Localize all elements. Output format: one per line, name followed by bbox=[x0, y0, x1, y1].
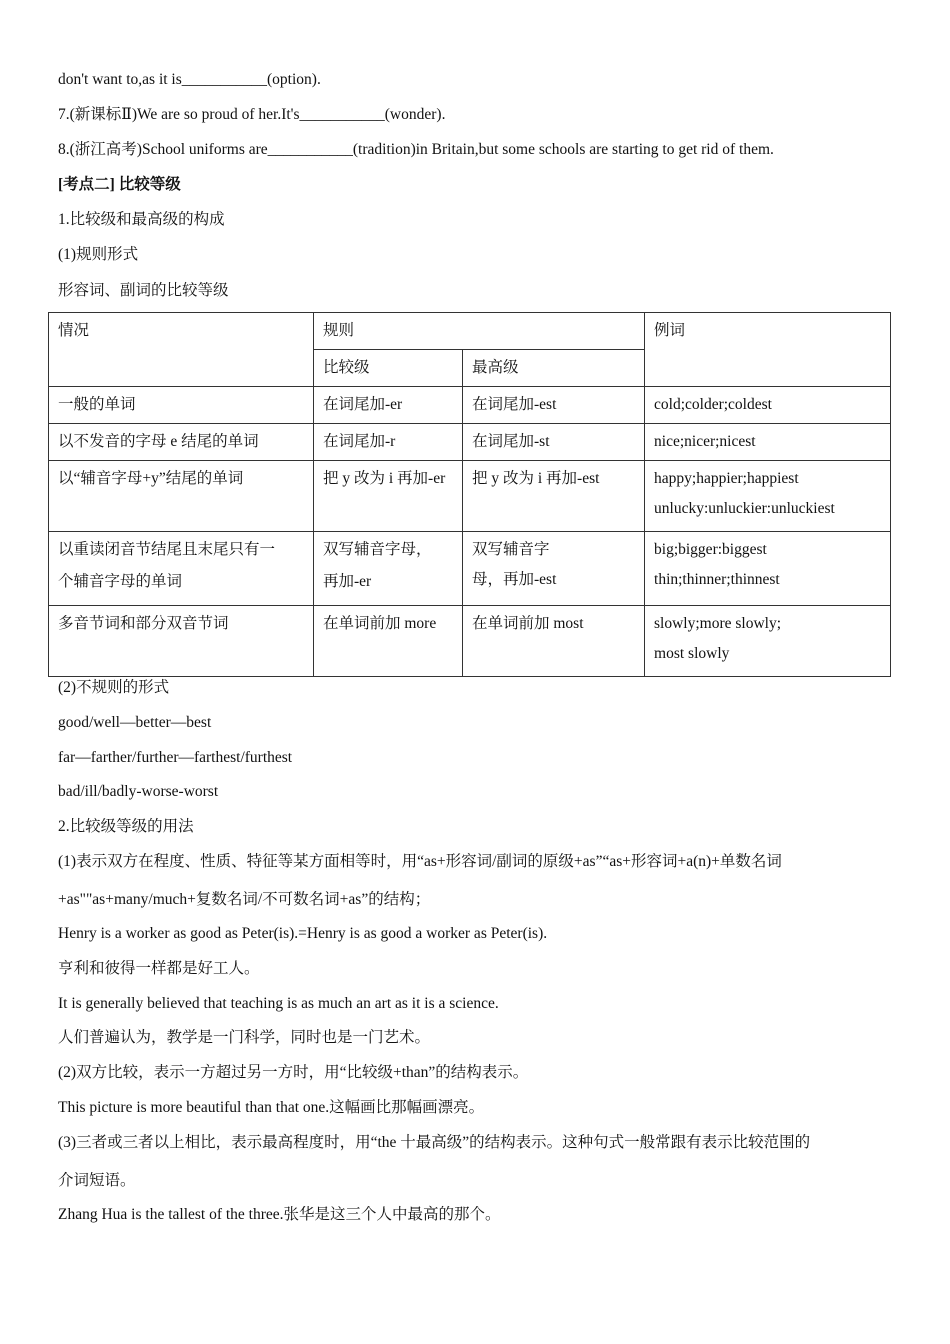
header-example: 例词 bbox=[645, 313, 891, 387]
rule-3-line: (3)三者或三者以上相比，表示最高程度时，用“the 十最高级”的结构表示。这种句式一般常跟有表示比较范围的 bbox=[58, 1134, 811, 1151]
table-row bbox=[49, 424, 891, 461]
header-rule: 规则 bbox=[314, 313, 645, 350]
cell-comparative: 在单词前加 more bbox=[314, 606, 463, 677]
cell-superlative: 在词尾加-st bbox=[463, 424, 645, 461]
situation-line: 以重读闭音节结尾且末尾只有一 bbox=[58, 541, 276, 558]
subheading-irregular: (2)不规则的形式 bbox=[58, 679, 170, 696]
cell-example: nice;nicer;nicest bbox=[645, 424, 891, 461]
example-line: unlucky:unluckier:unluckiest bbox=[654, 500, 835, 517]
example-sentence: It is generally believed that teaching is as much an art as it is a science. bbox=[58, 995, 499, 1012]
example-line: slowly;more slowly; bbox=[654, 615, 782, 632]
cell-comparative: 在词尾加-r bbox=[314, 424, 463, 461]
rule-3-line: 介词短语。 bbox=[58, 1172, 136, 1189]
table-row bbox=[49, 387, 891, 424]
cell-superlative bbox=[463, 532, 645, 606]
example-sentence: Henry is a worker as good as Peter(is).=Henry is as good a worker as Peter(is). bbox=[58, 925, 548, 942]
situation-line: 个辅音字母的单词 bbox=[58, 573, 183, 590]
cell-comparative: 把 y 改为 i 再加-er bbox=[314, 461, 463, 532]
cell-situation: 一般的单词 bbox=[49, 387, 314, 424]
cell-situation bbox=[49, 532, 314, 606]
header-comparative: 比较级 bbox=[314, 350, 463, 387]
cell-superlative: 在单词前加 most bbox=[463, 606, 645, 677]
header-situation: 情况 bbox=[49, 313, 314, 387]
comparative-line: 双写辅音字母， bbox=[323, 541, 432, 558]
subheading-2: 2.比较级等级的用法 bbox=[58, 818, 194, 835]
cell-example bbox=[645, 532, 891, 606]
text-line: don't want to,as it is___________(option). bbox=[58, 71, 321, 88]
exercise-8: 8.(浙江高考)School uniforms are___________(tradition)in Britain,but some schools are starting to get rid of them. bbox=[58, 141, 774, 158]
comparison-table bbox=[48, 312, 891, 677]
table-row bbox=[49, 461, 891, 532]
subheading-1: 1.比较级和最高级的构成 bbox=[58, 211, 225, 228]
table-row bbox=[49, 606, 891, 677]
superlative-line: 母，再加-est bbox=[472, 571, 557, 588]
irregular-form: good/well—better—best bbox=[58, 714, 212, 731]
translation: 亨利和彼得一样都是好工人。 bbox=[58, 960, 260, 977]
example-sentence: This picture is more beautiful than that one.这幅画比那幅画漂亮。 bbox=[58, 1099, 485, 1116]
cell-comparative: 在词尾加-er bbox=[314, 387, 463, 424]
cell-example bbox=[645, 606, 891, 677]
translation: 人们普遍认为，教学是一门科学，同时也是一门艺术。 bbox=[58, 1029, 431, 1046]
cell-superlative: 在词尾加-est bbox=[463, 387, 645, 424]
cell-situation: 多音节词和部分双音节词 bbox=[49, 606, 314, 677]
subheading-1-1: (1)规则形式 bbox=[58, 246, 139, 263]
irregular-form: far—farther/further—farthest/furthest bbox=[58, 749, 293, 766]
section-heading: [考点二] 比较等级 bbox=[58, 176, 181, 193]
example-line: most slowly bbox=[654, 645, 730, 662]
comparative-line: 再加-er bbox=[323, 573, 372, 590]
rule-2-line: (2)双方比较，表示一方超过另一方时，用“比较级+than”的结构表示。 bbox=[58, 1064, 529, 1081]
table-row bbox=[49, 532, 891, 606]
rule-1-line: (1)表示双方在程度、性质、特征等某方面相等时，用“as+形容词/副词的原级+as”“as+形容词+a(n)+单数名词 bbox=[58, 853, 782, 870]
irregular-form: bad/ill/badly-worse-worst bbox=[58, 783, 219, 800]
cell-superlative: 把 y 改为 i 再加-est bbox=[463, 461, 645, 532]
cell-example: cold;colder;coldest bbox=[645, 387, 891, 424]
rule-1-line: +as""as+many/much+复数名词/不可数名词+as”的结构； bbox=[58, 891, 431, 908]
cell-comparative bbox=[314, 532, 463, 606]
example-line: thin;thinner;thinnest bbox=[654, 571, 780, 588]
example-line: happy;happier;happiest bbox=[654, 470, 799, 487]
superlative-line: 双写辅音字 bbox=[472, 541, 550, 558]
cell-example bbox=[645, 461, 891, 532]
cell-situation: 以“辅音字母+y”结尾的单词 bbox=[49, 461, 314, 532]
exercise-7: 7.(新课标Ⅱ)We are so proud of her.It's___________(wonder). bbox=[58, 106, 446, 123]
example-sentence: Zhang Hua is the tallest of the three.张华是这三个人中最高的那个。 bbox=[58, 1206, 501, 1223]
header-superlative: 最高级 bbox=[463, 350, 645, 387]
table-caption: 形容词、副词的比较等级 bbox=[58, 282, 229, 299]
example-line: big;bigger:biggest bbox=[654, 541, 767, 558]
cell-situation: 以不发音的字母 e 结尾的单词 bbox=[49, 424, 314, 461]
